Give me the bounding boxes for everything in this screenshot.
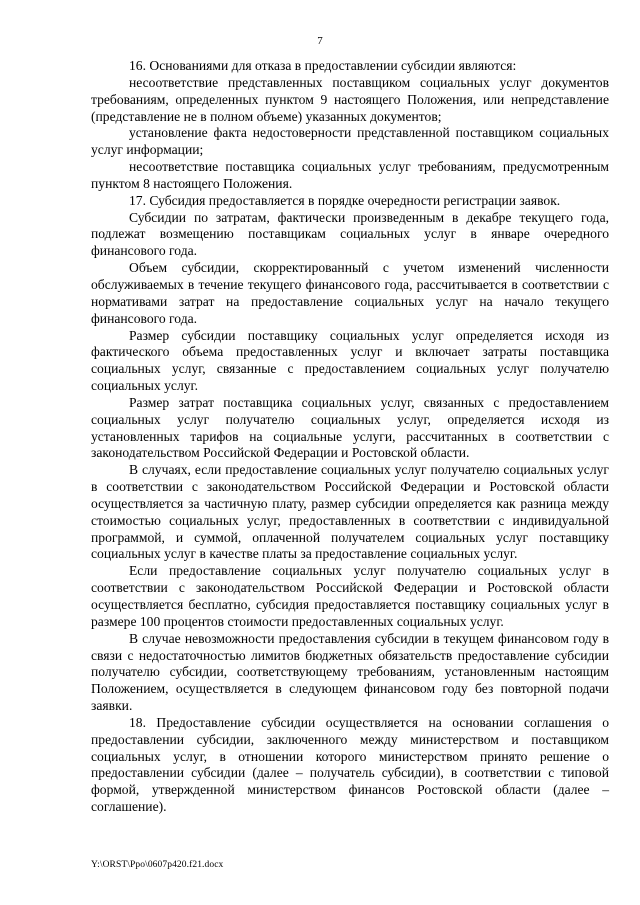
- footer-file-path: Y:\ORST\Ppo\0607p420.f21.docx: [91, 860, 224, 870]
- document-body: [91, 58, 609, 816]
- paragraph-reason-1: несоответствие представленных поставщиком социальных услуг документов требованиям, определенных пунктом 9 настоящего Положения, или непредставление (представление не в полном объеме) указанных документов;: [91, 74, 609, 124]
- paragraph-reason-3: несоответствие поставщика социальных услуг требованиям, предусмотренным пунктом 8 настоящего Положения.: [91, 159, 609, 191]
- paragraph-free-service: Если предоставление социальных услуг получателю социальных услуг в соответствии с законодательством Российской Федерации и Ростовской области осуществляется бесплатно, субсидия предоставляется поставщику социальных услуг в размере 100 процентов стоимости предоставленных социальных услуг.: [91, 563, 609, 629]
- paragraph-18-agreement: 18. Предоставление субсидии осуществляется на основании соглашения о предоставлении субсидии, заключенного между министерством и поставщиком социальных услуг, в отношении которого министерством принято решение о предоставлении субсидии (далее – получатель субсидии), в соответствии с типовой формой, утвержденной министерством финансов Ростовской области (далее – соглашение).: [91, 714, 609, 815]
- paragraph-17-heading: 17. Субсидия предоставляется в порядке очередности регистрации заявок.: [129, 192, 561, 208]
- paragraph-16-heading: 16. Основаниями для отказа в предоставлении субсидии являются:: [129, 58, 517, 73]
- paragraph-december-costs: Субсидии по затратам, фактически произведенным в декабре текущего года, подлежат возмещению поставщикам социальных услуг в январе очередного финансового года.: [91, 209, 609, 259]
- paragraph-subsidy-volume: Объем субсидии, скорректированный с учетом изменений численности обслуживаемых в течение текущего финансового года, рассчитывается в соответствии с нормативами затрат на предоставление социальных услуг на начало текущего финансового года.: [91, 260, 609, 326]
- page-number: 7: [317, 35, 323, 47]
- paragraph-insufficient-limits: В случае невозможности предоставления субсидии в текущем финансовом году в связи с недостаточностью лимитов бюджетных обязательств предоставление субсидии получателю субсидии, соответствующему требованиям, установленным настоящим Положением, осуществляется в следующем финансовом году без повторной подачи заявки.: [91, 630, 609, 714]
- paragraph-partial-payment: В случаях, если предоставление социальных услуг получателю социальных услуг в соответствии с законодательством Российской Федерации и Ростовской области осуществляется за частичную плату, размер субсидии определяется как разница между стоимостью социальных услуг, предоставленных в соответствии с индивидуальной программой, и суммой, оплаченной получателем социальных услуг поставщику социальных услуг в качестве платы за предоставление социальных услуг.: [91, 462, 609, 562]
- paragraph-reason-2: установление факта недостоверности представленной поставщиком социальных услуг информации;: [91, 125, 609, 158]
- paragraph-cost-size: Размер затрат поставщика социальных услуг, связанных с предоставлением социальных услуг получателю социальных услуг, определяется исходя из установленных тарифов на социальные услуги, рассчитанных в соответствии с законодательством Российской Федерации и Ростовской области.: [91, 394, 609, 461]
- paragraph-subsidy-size: Размер субсидии поставщику социальных услуг определяется исходя из фактического объема предоставленных услуг и включает затраты поставщика социальных услуг, связанные с предоставлением социальных услуг получателю социальных услуг.: [91, 327, 609, 394]
